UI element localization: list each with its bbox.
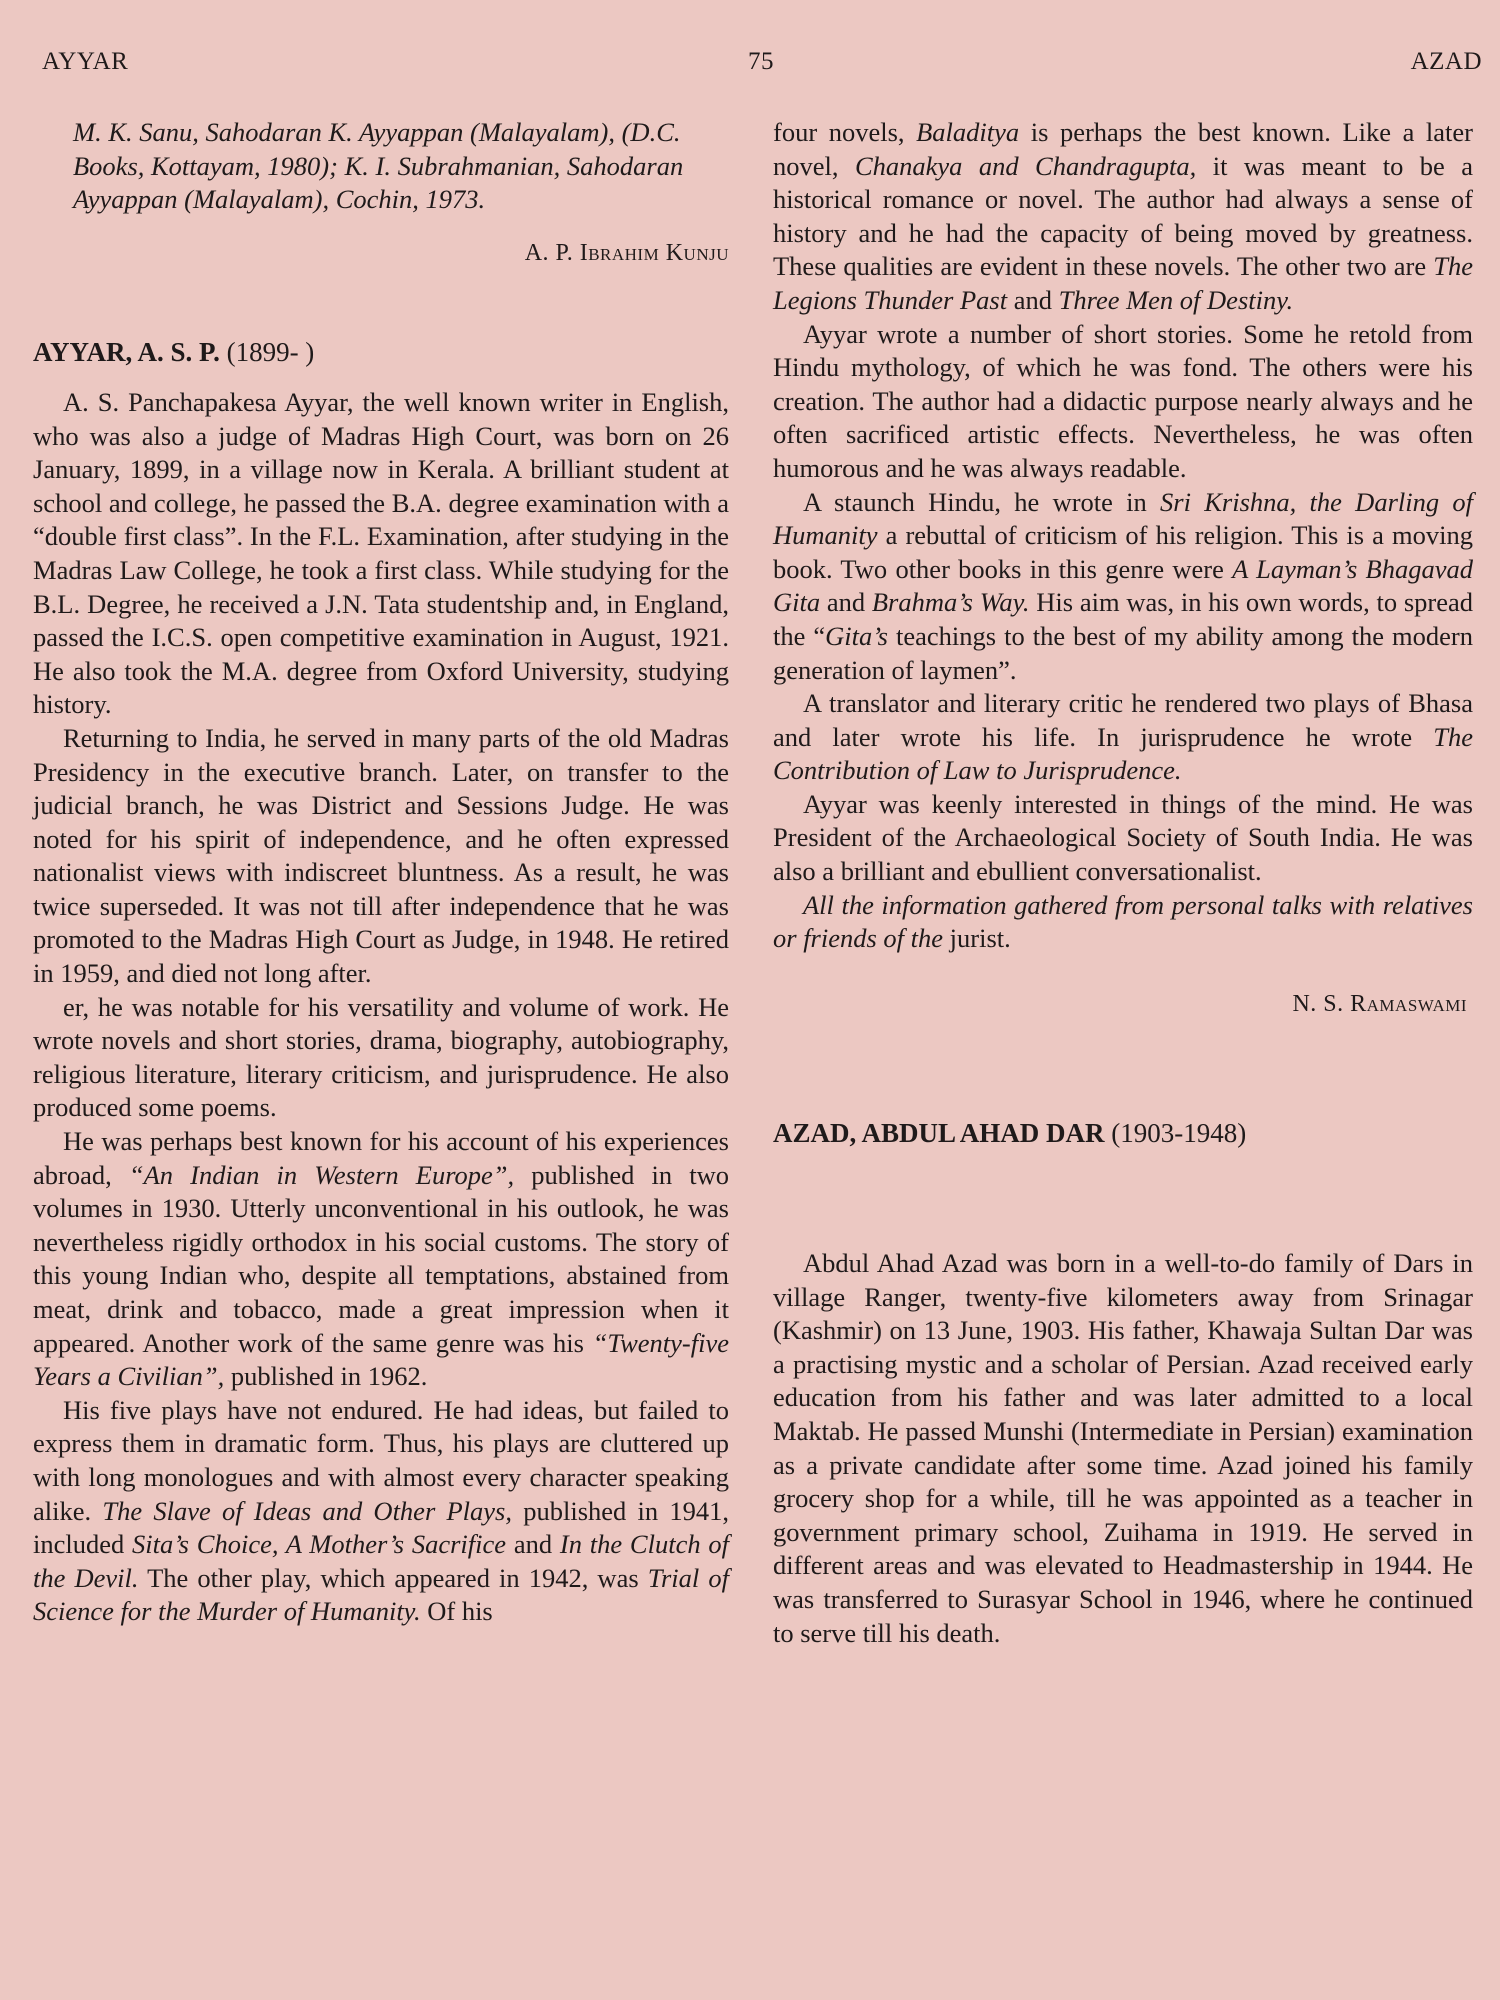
- book-title: Chanakya and Chandragupta,: [854, 150, 1197, 181]
- book-title: “Twenty-five Years a Civilian”,: [33, 1327, 729, 1392]
- book-title: Sita’s Choice, A Mother’s Sacrifice: [132, 1529, 507, 1560]
- paragraph: Returning to India, he served in many parts of the old Madras Presidency in the executive branch. Later, on transfer to the judicial branch, he was District and Sessions Judge. He was noted for his spirit of independence, and he often expressed nationalist views with indiscreet bluntness. As a result, he was twice superseded. It was not till after independence that he was promoted to the Madras High Court as Judge, in 1948. He retired in 1959, and died not long after.: [33, 722, 729, 989]
- text-run: jurist.: [943, 923, 1011, 954]
- text-run: it was meant to be a historical romance or novel. The author had always a sense of history and he had the capacity of being moved by greatness. These qualities are evident in these novels. The other two are: [773, 150, 1473, 282]
- running-head-left: AYYAR: [42, 48, 129, 75]
- paragraph: A. S. Panchapakesa Ayyar, the well known writer in English, who was also a judge of Madras High Court, was born on 26 January, 1899, in a village now in Kerala. A brilliant student at school and college, he passed the B.A. degree examination with a “double first class”. In the F.L. Examination, after studying in the Madras Law College, he took a first class. While studying for the B.L. Degree, he received a J.N. Tata studentship and, in England, passed the I.C.S. open competitive examination in August, 1921. He also took the M.A. degree from Oxford University, studying history.: [33, 386, 729, 720]
- text-run: He was perhaps best known for his account of his experiences abroad,: [33, 1126, 729, 1190]
- text-run: Of his: [420, 1596, 493, 1627]
- paragraph: [773, 486, 1473, 688]
- entry-heading-ayyar: [33, 336, 729, 370]
- book-title: Brahma’s Way.: [871, 587, 1030, 618]
- text-run: published in 1962.: [224, 1361, 428, 1392]
- entry-name: AZAD, ABDUL AHAD DAR: [773, 1118, 1105, 1149]
- text-run: and: [820, 587, 872, 618]
- source-note: [773, 889, 1473, 956]
- book-title: Three Men of Destiny.: [1058, 284, 1294, 315]
- author-signature: N. S. Ramaswami: [1292, 990, 1467, 1017]
- book-title: A Layman’s Bhagavad Gita: [773, 553, 1473, 618]
- text-run: and: [506, 1529, 560, 1560]
- book-title: Baladitya: [916, 117, 1020, 147]
- entry-name: AYYAR, A. S. P.: [33, 337, 220, 368]
- book-title: Trial of Science for the Murder of Humanity.: [33, 1562, 729, 1627]
- paragraph: [33, 1394, 729, 1629]
- page-number: 75: [748, 48, 774, 75]
- paragraph: [773, 687, 1473, 788]
- book-title: In the Clutch of the Devil.: [33, 1529, 729, 1593]
- paragraph: [33, 1125, 729, 1394]
- text-run: a rebuttal of criticism of his religion. This is a moving book. Two other books in this genre were: [773, 520, 1473, 584]
- text-run: published in 1941, included: [33, 1495, 729, 1560]
- book-title: The Contribution of Law to Jurisprudence.: [773, 721, 1473, 786]
- text-run: published in two volumes in 1930. Utterly unconventional in his outlook, he was nevertheless rigidly orthodox in his social customs. The story of this young Indian who, despite all temptations, abstained from meat, drink and tobacco, made a great impression when it appeared. Another work of the same genre was his: [33, 1159, 729, 1358]
- text-run: The other play, which appeared in 1942, was: [138, 1562, 648, 1593]
- entry-dates: (1899- ): [226, 337, 315, 368]
- paragraph: Ayyar wrote a number of short stories. Some he retold from Hindu mythology, of which he was fond. The others were his creation. The author had a didactic purpose nearly always and he often sacrificed artistic effects. Nevertheless, he was often humorous and he was always readable.: [773, 318, 1473, 483]
- text-run: A staunch Hindu, he wrote in: [803, 486, 1161, 517]
- book-title: The Slave of Ideas and Other Plays,: [102, 1495, 512, 1526]
- text-run: four novels,: [773, 117, 917, 147]
- text-run: A translator and literary critic he rendered two plays of Bhasa and later wrote his life. In jurisprudence he wrote: [773, 688, 1473, 752]
- left-column: [33, 116, 729, 1629]
- right-column: [773, 116, 1473, 1650]
- text-run: His aim was, in his own words, to spread the “: [773, 587, 1473, 651]
- book-title: Gita’s: [825, 620, 888, 651]
- text-run: teachings to the best of my ability among the modern generation of laymen”.: [773, 620, 1473, 685]
- book-title: “An Indian in Western Europe”,: [128, 1159, 515, 1190]
- author-signature: A. P. Ibrahim Kunju: [524, 239, 729, 266]
- text-run: His five plays have not endured. He had ideas, but failed to express them in dramatic form. Thus, his plays are cluttered up with long monologues and with almost every character speaking alike.: [33, 1394, 729, 1526]
- paragraph: Ayyar was keenly interested in things of the mind. He was President of the Archaeological Society of South India. He was also a brilliant and ebullient conversationalist.: [773, 788, 1473, 887]
- paragraph: [773, 116, 1473, 318]
- paragraph: Abdul Ahad Azad was born in a well-to-do family of Dars in village Ranger, twenty-five kilometers away from Srinagar (Kashmir) on 13 June, 1903. His father, Khawaja Sultan Dar was a practising mystic and a scholar of Persian. Azad received early education from his father and was later admitted to a local Maktab. He passed Munshi (Intermediate in Persian) examination as a private candidate after some time. Azad joined his family grocery shop for a while, till he was appointed as a teacher in government primary school, Zuihama in 1919. He served in different areas and was elevated to Headmastership in 1944. He was transferred to Surasyar School in 1946, where he continued to serve till his death.: [773, 1248, 1473, 1648]
- source-note-italic: All the information gathered from personal talks with relatives or friends of the: [773, 889, 1473, 954]
- paragraph: er, he was notable for his versatility and volume of work. He wrote novels and short stories, drama, biography, autobiography, religious literature, literary criticism, and jurisprudence. He also produced some poems.: [33, 991, 729, 1123]
- entry-dates: (1903-1948): [1111, 1118, 1247, 1149]
- running-head-right: AZAD: [1410, 48, 1482, 75]
- book-title: The Legions Thunder Past: [773, 251, 1473, 315]
- references: M. K. Sanu, Sahodaran K. Ayyappan (Malayalam), (D.C. Books, Kottayam, 1980); K. I. Subrahmanian, Sahodaran Ayyappan (Malayalam), Cochin, 1973.: [73, 117, 684, 215]
- text-run: and: [1007, 284, 1059, 315]
- text-run: is perhaps the best known. Like a later novel,: [773, 117, 1474, 181]
- entry-heading-azad: [773, 1117, 1473, 1151]
- book-title: Sri Krishna, the Darling of Humanity: [773, 486, 1473, 551]
